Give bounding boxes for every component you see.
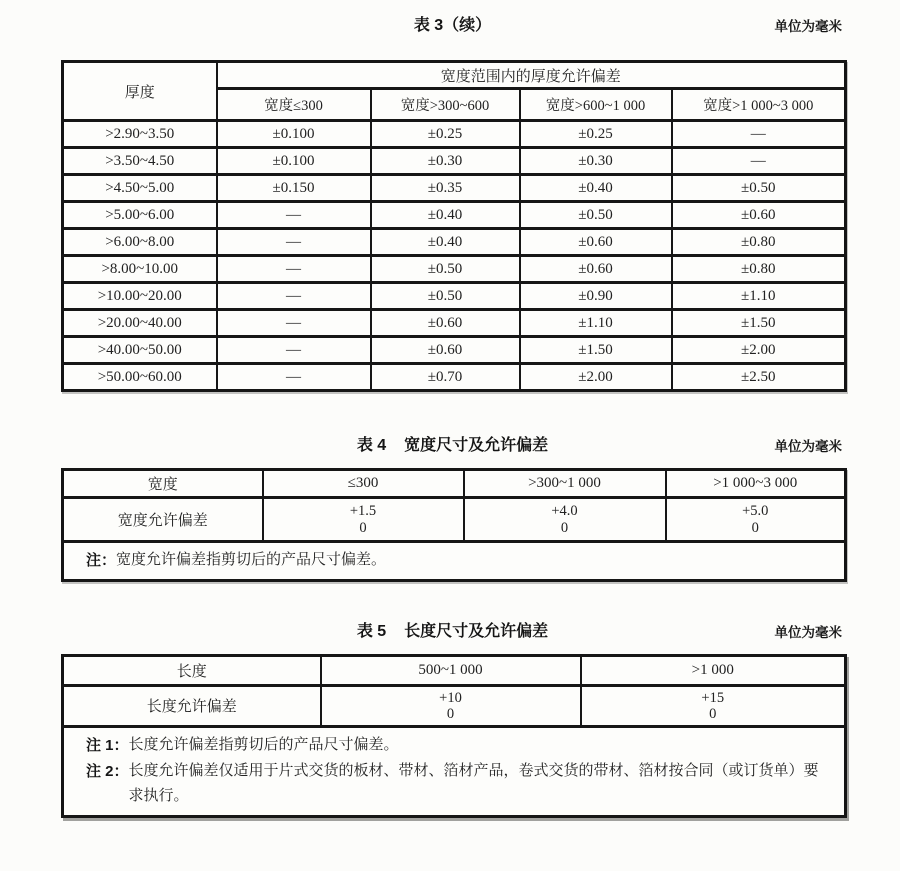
tolerance-cell: — [217, 256, 371, 283]
note-2 [86, 759, 832, 811]
tolerance-cell [263, 498, 464, 542]
table4-header-row [63, 470, 846, 498]
table3-col-header: 宽度≤300 [217, 89, 371, 121]
tolerance-lower: 0 [560, 519, 569, 536]
tolerance-cell: ±0.100 [217, 121, 371, 148]
tolerance-cell: ±0.60 [520, 256, 672, 283]
tolerance-lower: 0 [709, 705, 717, 722]
thickness-range-cell: >2.90~3.50 [63, 121, 217, 148]
table3-thickness-tolerance-table [61, 60, 847, 392]
thickness-range-cell: >20.00~40.00 [63, 310, 217, 337]
note-1 [86, 733, 832, 759]
tolerance-cell [464, 498, 666, 542]
table3-row [63, 148, 846, 175]
table3-row [63, 337, 846, 364]
note-2-text: 长度允许偏差仅适用于片式交货的板材、带材、箔材产品，卷式交货的带材、箔材按合同（或订货单）要求执行。 [128, 762, 819, 805]
table3-col-header: 宽度>600~1 000 [520, 89, 672, 121]
tolerance-cell: — [672, 148, 846, 175]
table5-unit-label: 单位为毫米 [774, 624, 842, 640]
table4-row-label: 宽度 [63, 470, 263, 498]
table3-row [63, 202, 846, 229]
table5-col-header: 500~1 000 [321, 655, 581, 685]
table4-note-row [63, 542, 846, 581]
document-page [61, 0, 844, 818]
tolerance-cell [666, 498, 846, 542]
tolerance-cell: ±0.80 [672, 229, 846, 256]
tolerance-cell: ±0.150 [217, 175, 371, 202]
tolerance-cell: ±0.90 [520, 283, 672, 310]
table4-unit-label: 单位为毫米 [774, 439, 842, 454]
thickness-range-cell: >40.00~50.00 [63, 337, 217, 364]
table3-row [63, 175, 846, 202]
table5-row-label: 长度 [63, 655, 321, 685]
table5-length-tolerance-table [61, 654, 847, 818]
tolerance-cell [581, 685, 846, 726]
table5-col-header: >1 000 [581, 655, 846, 685]
table3-title-text: 表 3（续） [413, 17, 492, 34]
tolerance-cell: ±0.30 [520, 148, 672, 175]
table4-note-cell [63, 542, 846, 581]
thickness-range-cell: >8.00~10.00 [63, 256, 217, 283]
tolerance-stack [742, 503, 768, 535]
tolerance-cell: ±0.60 [371, 337, 520, 364]
table4-title-text: 宽度尺寸及允许偏差 [404, 437, 549, 454]
table4-width-tolerance-table [61, 468, 847, 582]
tolerance-lower: 0 [446, 705, 455, 722]
note-text: 宽度允许偏差指剪切后的产品尺寸偏差。 [116, 552, 387, 568]
tolerance-cell: ±0.50 [371, 283, 520, 310]
table4-title [61, 432, 844, 455]
table5-title-text: 长度尺寸及允许偏差 [404, 622, 549, 640]
tolerance-cell: ±0.60 [520, 229, 672, 256]
table4-caption [61, 432, 844, 454]
tolerance-upper: +5.0 [742, 503, 769, 520]
tolerance-stack [350, 503, 376, 535]
tolerance-cell: ±0.40 [371, 229, 520, 256]
tolerance-cell: ±0.80 [672, 256, 846, 283]
tolerance-cell: ±0.25 [520, 121, 672, 148]
thickness-range-cell: >4.50~5.00 [63, 175, 217, 202]
tolerance-cell: — [672, 121, 846, 148]
table5-value-row [63, 685, 846, 726]
table4-title-number: 表 4 [356, 437, 387, 454]
table5-notes-row [63, 726, 846, 816]
tolerance-cell: — [217, 337, 371, 364]
tolerance-cell: ±1.50 [520, 337, 672, 364]
table3-corner-header: 厚度 [63, 62, 217, 121]
tolerance-cell: ±0.60 [672, 202, 846, 229]
table5-title-number: 表 5 [356, 622, 387, 640]
table3-caption [61, 12, 844, 34]
tolerance-cell: ±0.30 [371, 148, 520, 175]
table3-col-header: 宽度>300~600 [371, 89, 520, 121]
note-2-label: 注 2： [86, 762, 129, 780]
table3-row [63, 310, 846, 337]
table3-title [61, 12, 844, 35]
tolerance-cell: ±1.50 [672, 310, 846, 337]
table3-group-header: 宽度范围内的厚度允许偏差 [217, 62, 846, 89]
tolerance-upper: +10 [439, 689, 462, 706]
table3-unit-label: 单位为毫米 [774, 19, 842, 34]
table5-notes-cell [63, 726, 846, 816]
tolerance-cell: — [217, 310, 371, 337]
tolerance-upper: +15 [701, 689, 725, 706]
tolerance-cell [321, 685, 581, 726]
tolerance-cell: ±0.100 [217, 148, 371, 175]
tolerance-cell: — [217, 283, 371, 310]
tolerance-upper: +1.5 [349, 503, 377, 520]
tolerance-cell: — [217, 229, 371, 256]
thickness-range-cell: >6.00~8.00 [63, 229, 217, 256]
tolerance-cell: ±0.50 [520, 202, 672, 229]
tolerance-stack [701, 690, 724, 722]
table3-row [63, 121, 846, 148]
table4-value-row [63, 498, 846, 542]
tolerance-cell: ±0.70 [371, 364, 520, 391]
thickness-range-cell: >3.50~4.50 [63, 148, 217, 175]
tolerance-cell: ±0.40 [520, 175, 672, 202]
table3-row [63, 256, 846, 283]
table4-col-header: >300~1 000 [464, 470, 666, 498]
note-1-label: 注 1： [86, 736, 129, 754]
tolerance-cell: ±0.40 [371, 202, 520, 229]
tolerance-lower: 0 [751, 519, 759, 536]
table5-caption [61, 618, 844, 640]
table4-value-label: 宽度允许偏差 [63, 498, 263, 542]
tolerance-cell: ±0.50 [371, 256, 520, 283]
table5-value-label: 长度允许偏差 [63, 685, 321, 726]
tolerance-upper: +4.0 [551, 503, 578, 520]
tolerance-cell: ±0.35 [371, 175, 520, 202]
thickness-range-cell: >50.00~60.00 [63, 364, 217, 391]
thickness-range-cell: >10.00~20.00 [63, 283, 217, 310]
table5-header-row [63, 655, 846, 685]
thickness-range-cell: >5.00~6.00 [63, 202, 217, 229]
tolerance-cell: ±0.25 [371, 121, 520, 148]
tolerance-cell: ±1.10 [672, 283, 846, 310]
tolerance-stack [551, 503, 577, 535]
tolerance-cell: ±2.00 [672, 337, 846, 364]
tolerance-cell: ±2.00 [520, 364, 672, 391]
note-label: 注： [86, 552, 117, 569]
table3-row [63, 364, 846, 391]
table3-row [63, 229, 846, 256]
note [86, 548, 832, 574]
tolerance-cell: — [217, 364, 371, 391]
tolerance-stack [439, 690, 462, 722]
table3-col-header: 宽度>1 000~3 000 [672, 89, 846, 121]
table4-col-header: ≤300 [263, 470, 464, 498]
tolerance-cell: ±0.60 [371, 310, 520, 337]
tolerance-cell: ±0.50 [672, 175, 846, 202]
table3-row [63, 283, 846, 310]
tolerance-cell: ±2.50 [672, 364, 846, 391]
tolerance-lower: 0 [359, 519, 367, 536]
note-1-text: 长度允许偏差指剪切后的产品尺寸偏差。 [128, 736, 399, 753]
table5-title [61, 618, 844, 641]
table3-header-row-1 [63, 62, 846, 89]
table4-col-header: >1 000~3 000 [666, 470, 846, 498]
tolerance-cell: — [217, 202, 371, 229]
tolerance-cell: ±1.10 [520, 310, 672, 337]
